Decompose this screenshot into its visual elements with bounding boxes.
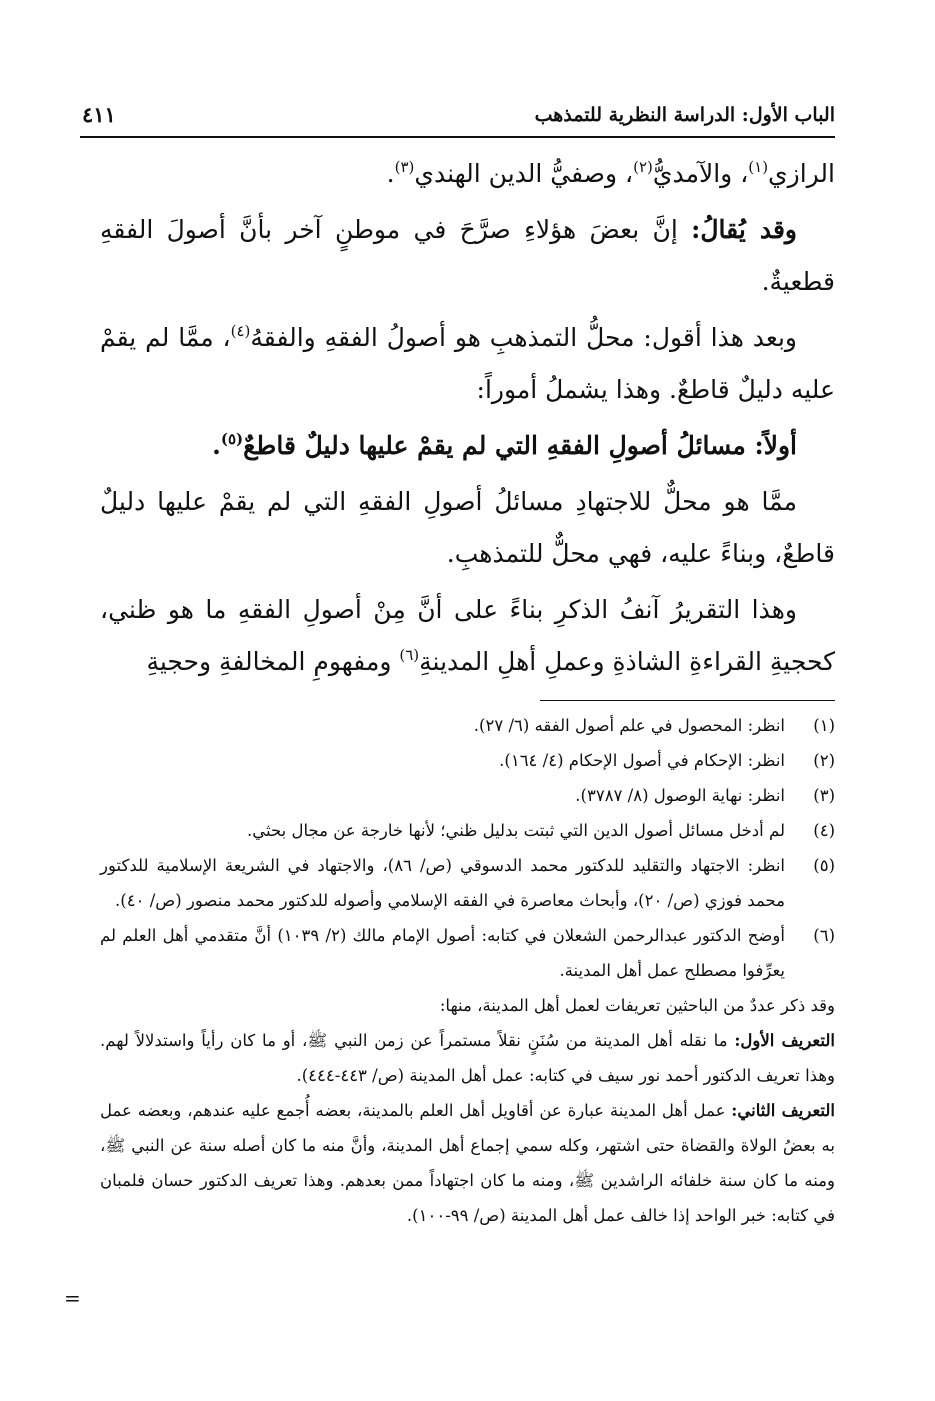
footnote-text: لم أدخل مسائل أصول الدين التي ثبتت بدليل ظني؛ لأنها خارجة عن مجال بحثي.	[247, 821, 785, 840]
footnote-text: انظر: المحصول في علم أصول الفقه (٦/ ٢٧).	[473, 716, 785, 735]
footnote-ref-3: (٣)	[394, 158, 415, 176]
paragraph-3: وبعد هذا أقول: محلُّ التمذهبِ هو أصولُ الفقهِ والفقهُ$^{(٤)}$، ممَّا لم يقمْ عليه دليلٌ قاطعٌ. وهذا يشملُ أموراً:	[100, 322, 835, 404]
main-text	[100, 148, 835, 692]
chapter-title: الباب الأول: الدراسة النظرية للتمذهب	[534, 104, 835, 126]
continuation-mark: =	[64, 1286, 81, 1310]
footnote-text: انظر: الاجتهاد والتقليد للدكتور محمد الدسوقي (ص/ ٨٦)، والاجتهاد في الشريعة الإسلامية للدكتور محمد فوزي (ص/ ٢٠)، وأبحاث معاصرة في الفقه الإسلامي وأصوله للدكتور محمد منصور (ص/ ٤٠).	[100, 856, 786, 910]
bold-lead: وقد يُقالُ:	[691, 215, 797, 244]
paragraph-6: وهذا التقريرُ آنفُ الذكرِ بناءً على أنَّ مِنْ أصولِ الفقهِ ما هو ظني، كحجيةِ القراءةِ الشاذةِ وعملِ أهلِ المدينةِ$^{(٦)}$ ومفهومِ المخالفةِ وحجيةِ	[100, 595, 835, 676]
footnote-number: (٦)	[813, 926, 835, 945]
footnote-text: انظر: نهاية الوصول (٨/ ٣٧٨٧).	[575, 786, 785, 805]
footnote-2	[100, 743, 835, 778]
paragraph-2: وقد يُقالُ: إنَّ بعضَ هؤلاءِ صرَّحَ في موطنٍ آخر بأنَّ أصولَ الفقهِ قطعيةٌ.	[100, 215, 835, 296]
paragraph-5: ممَّا هو محلٌّ للاجتهادِ مسائلُ أصولِ الفقهِ التي لم يقمْ عليها دليلٌ قاطعٌ، وبناءً عليه، فهي محلٌّ للتمذهبِ.	[100, 487, 835, 568]
footnote-5	[100, 848, 835, 918]
footnote-number: (٥)	[813, 856, 835, 875]
paragraph-4-heading: أولاً: مسائلُ أصولِ الفقهِ التي لم يقمْ عليها دليلٌ قاطعٌ$^{(٥)}$.	[212, 430, 797, 460]
footnote-6-definition-1	[100, 1023, 835, 1093]
footnote-number: (٢)	[813, 751, 835, 770]
footnote-ref-4: (٤)	[230, 322, 251, 340]
footnote-text: انظر: الإحكام في أصول الإحكام (٤/ ١٦٤).	[499, 751, 785, 770]
paragraph-1: الرازي$^{(١)}$، والآمديُّ$^{(٢)}$، وصفيُّ الدين الهندي$^{(٣)}$.	[386, 158, 835, 188]
footnote-ref-1: (١)	[748, 158, 769, 176]
running-header	[80, 96, 835, 138]
footnote-ref-6: (٦)	[399, 646, 420, 664]
footnote-3	[100, 778, 835, 813]
footnote-4	[100, 813, 835, 848]
footnote-6	[100, 918, 835, 988]
footnote-text: أوضح الدكتور عبدالرحمن الشعلان في كتابه: أصول الإمام مالك (٢/ ١٠٣٩) أنَّ متقدمي أهل العلم لم يعرِّفوا مصطلح عمل أهل المدينة.	[100, 926, 785, 980]
footnote-number: (٤)	[813, 821, 835, 840]
footnote-divider	[540, 700, 835, 701]
page-number: ٤١١	[82, 102, 116, 127]
footnote-6-intro: وقد ذكر عددٌ من الباحثين تعريفات لعمل أهل المدينة، منها:	[439, 996, 835, 1015]
definition-label: التعريف الأول:	[734, 1031, 835, 1050]
footnote-ref-5: (٥)	[220, 430, 244, 448]
definition-text: ما نقله أهل المدينة من سُنَنٍ نقلاً مستمراً عن زمن النبي ﷺ، أو ما كان رأياً واستدلالاً لهم. وهذا تعريف الدكتور أحمد نور سيف في كتابه: عمل أهل المدينة (ص/ ٤٤٣-٤٤٤).	[100, 1031, 835, 1085]
footnote-6-definition-2	[100, 1093, 835, 1233]
definition-label: التعريف الثاني:	[731, 1101, 835, 1120]
footnote-number: (١)	[813, 716, 835, 735]
footnote-number: (٣)	[813, 786, 835, 805]
footnote-ref-2: (٢)	[633, 158, 653, 176]
definition-text: عمل أهل المدينة عبارة عن أقاويل أهل العلم بالمدينة، بعضه أُجمع عليه عندهم، وبعضه عمل به بعضُ الولاة والقضاة حتى اشتهر، وكله سمي إجماع أهل المدينة، وأنَّ منه ما كان أصله سنة عن النبي ﷺ، ومنه ما كان سنة خلفائه الراشدين ﷺ، ومنه ما كان اجتهاداً ممن بعدهم. وهذا تعريف الدكتور حسان فلمبان في كتابه: خبر الواحد إذا خالف عمل أهل المدينة (ص/ ٩٩-١٠٠).	[100, 1101, 835, 1225]
footnote-1	[100, 708, 835, 743]
footnotes	[100, 708, 835, 1233]
